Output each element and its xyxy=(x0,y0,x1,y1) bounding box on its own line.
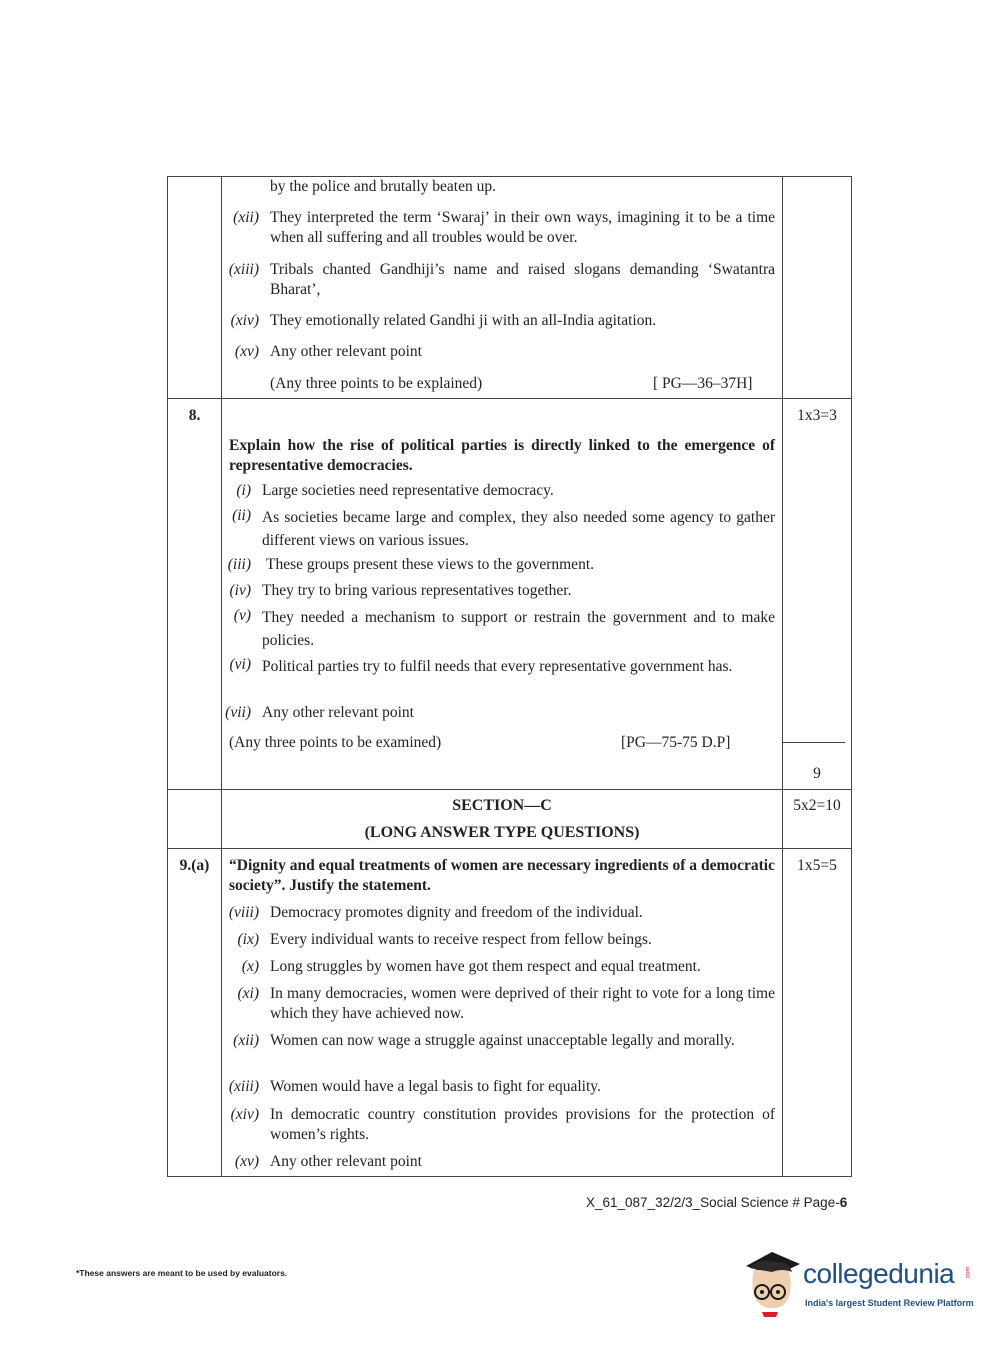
page-identifier: X_61_087_32/2/3_Social Science # Page-6 xyxy=(586,1195,848,1210)
point-number: (xiv) xyxy=(230,312,259,329)
section-subtitle: (LONG ANSWER TYPE QUESTIONS) xyxy=(364,824,640,841)
point-text: Large societies need representative democracy. xyxy=(262,482,554,499)
question-text: “Dignity and equal treatments of women are necessary ingredients of a democratic society”. Justify the statement. xyxy=(229,857,775,894)
point-number: (xv) xyxy=(234,343,259,360)
point-text: Any other relevant point xyxy=(270,343,422,360)
point-number: (xii) xyxy=(233,1032,259,1049)
brand-domain: .com xyxy=(965,1266,972,1280)
marking-note: (Any three points to be examined) xyxy=(229,734,442,751)
point-text: In democratic country constitution provides provisions for the protection of women’s rights. xyxy=(270,1106,775,1143)
point-text: These groups present these views to the government. xyxy=(266,556,594,573)
brand-name: collegedunia xyxy=(803,1258,955,1289)
point-number: (v) xyxy=(233,607,251,624)
point-number: (vii) xyxy=(225,704,251,721)
point-number: (xiv) xyxy=(230,1106,259,1123)
point-number: (i) xyxy=(236,482,251,499)
table-border-left xyxy=(167,176,168,1177)
point-text: In many democracies, women were deprived of their right to vote for a long time which they have achieved now. xyxy=(270,985,775,1022)
point-text: They emotionally related Gandhi ji with an all-India agitation. xyxy=(270,312,657,329)
table-border-bottom xyxy=(167,1176,852,1177)
question-number: 9.(a) xyxy=(179,857,210,874)
section-marks: 5x2=10 xyxy=(793,797,841,814)
point-number: (x) xyxy=(241,958,259,975)
page-number: 6 xyxy=(839,1195,848,1210)
point-text: They interpreted the term ‘Swaraj’ in their own ways, imagining it to be a time when all suffering and all troubles would be over. xyxy=(270,209,775,246)
point-number: (ii) xyxy=(232,507,251,524)
point-number: (viii) xyxy=(228,904,259,921)
table-border-right xyxy=(851,176,852,1177)
mascot-icon xyxy=(742,1250,802,1318)
point-text: They try to bring various representatives together. xyxy=(262,582,572,599)
question-text: Explain how the rise of political parties is directly linked to the emergence of representative democracies. xyxy=(229,437,775,474)
point-number: (xv) xyxy=(234,1153,259,1170)
point-number: (xi) xyxy=(237,985,259,1002)
question-marks: 1x3=3 xyxy=(797,407,837,424)
point-text: Political parties try to fulfil needs that every representative government has. xyxy=(262,658,733,675)
question-marks: 1x5=5 xyxy=(797,857,837,874)
point-text: Tribals chanted Gandhiji’s name and raised slogans demanding ‘Swatantra Bharat’, xyxy=(270,261,775,298)
point-number: (iv) xyxy=(229,582,251,599)
point-number: (iii) xyxy=(227,556,251,573)
row-separator xyxy=(167,398,852,399)
marks-total: 9 xyxy=(813,765,821,782)
section-title: SECTION—C xyxy=(452,797,552,814)
point-text: Women can now wage a struggle against unacceptable legally and morally. xyxy=(270,1032,735,1049)
point-number: (xiii) xyxy=(228,261,259,278)
table-divider-marks xyxy=(782,176,783,1177)
point-number: (vi) xyxy=(229,656,251,673)
point-number: (xiii) xyxy=(228,1078,259,1095)
point-text: Women would have a legal basis to fight for equality. xyxy=(270,1078,601,1095)
point-number: (ix) xyxy=(237,931,259,948)
brand-tagline: India's largest Student Review Platform xyxy=(805,1298,974,1308)
page-reference: [ PG—36–37H] xyxy=(653,375,753,392)
point-text: Every individual wants to receive respect from fellow beings. xyxy=(270,931,652,948)
marking-note: (Any three points to be explained) xyxy=(270,375,483,392)
continuation-text: by the police and brutally beaten up. xyxy=(270,178,496,195)
point-text: As societies became large and complex, they also needed some agency to gather different views on various issues. xyxy=(262,509,775,549)
row-separator xyxy=(167,848,852,849)
point-text: Long struggles by women have got them respect and equal treatment. xyxy=(270,958,701,975)
point-text: They needed a mechanism to support or restrain the government and to make policies. xyxy=(262,609,775,649)
point-text: Any other relevant point xyxy=(262,704,414,721)
point-text: Democracy promotes dignity and freedom of the individual. xyxy=(270,904,643,921)
row-separator xyxy=(167,789,852,790)
evaluator-note: *These answers are meant to be used by evaluators. xyxy=(76,1268,288,1278)
point-number: (xii) xyxy=(233,209,259,226)
marks-total-rule xyxy=(783,742,845,743)
question-number: 8. xyxy=(188,407,201,424)
page-reference: [PG—75-75 D.P] xyxy=(621,734,731,751)
point-text: Any other relevant point xyxy=(270,1153,422,1170)
